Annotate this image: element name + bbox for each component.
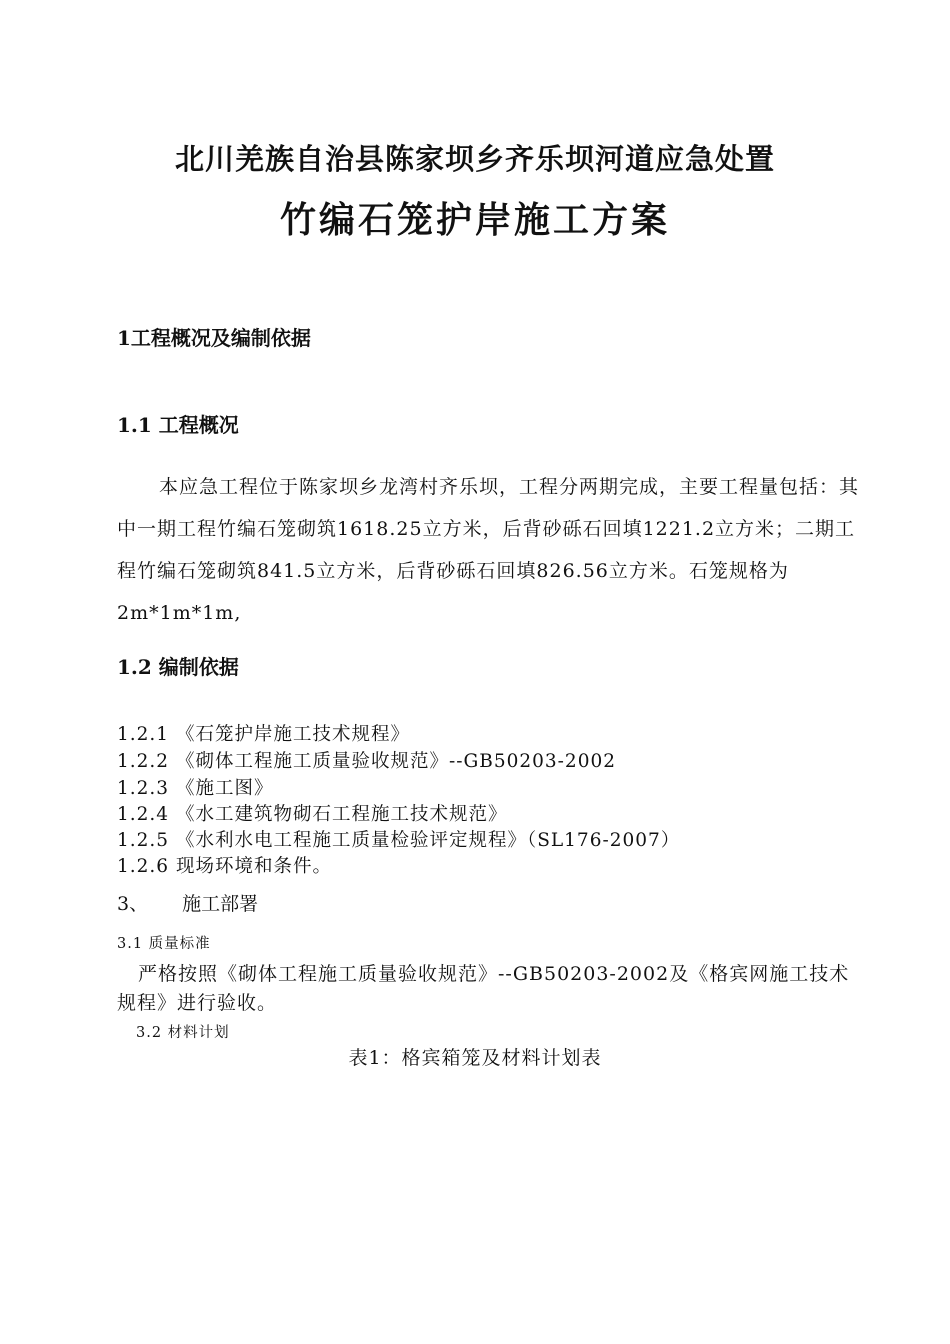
reference-item: 1.2.2 《砌体工程施工质量验收规范》--GB50203-2002 (117, 751, 617, 772)
section-1-2-heading: 1.2 编制依据 (117, 655, 239, 679)
reference-item: 1.2.3 《施工图》 (117, 778, 274, 799)
section-1-1-paragraph: 本应急工程位于陈家坝乡龙湾村齐乐坝，工程分两期完成，主要工程量包括：其中一期工程竹编石笼砌筑1618.25立方米，后背砂砾石回填1221.2立方米；二期工程竹编石笼砌筑841.5立方米，后背砂砾石回填826.56立方米。石笼规格为2m*1m*1m, (117, 476, 860, 624)
section-3-2-heading: 3.2 材料计划 (136, 1025, 230, 1041)
reference-item: 1.2.5 《水利水电工程施工质量检验评定规程》（SL176-2007） (117, 830, 681, 851)
section-3-1-paragraph: 严格按照《砌体工程施工质量验收规范》--GB50203-2002及《格宾网施工技术规程》进行验收。 (117, 963, 850, 1014)
section-1-heading: 1工程概况及编制依据 (117, 326, 311, 350)
document-title-line2: 竹编石笼护岸施工方案 (279, 199, 670, 241)
section-3-1-heading: 3.1 质量标准 (117, 936, 211, 952)
reference-item: 1.2.4 《水工建筑物砌石工程施工技术规范》 (117, 804, 508, 825)
section-3-number: 3、 (117, 893, 149, 915)
section-1-1-heading: 1.1 工程概况 (117, 413, 239, 437)
document-title-line1: 北川羌族自治县陈家坝乡齐乐坝河道应急处置 (174, 142, 775, 176)
reference-item: 1.2.1 《石笼护岸施工技术规程》 (117, 724, 410, 745)
reference-item: 1.2.6 现场环境和条件。 (117, 856, 332, 877)
section-3-heading (117, 889, 258, 916)
section-3-title: 施工部署 (182, 893, 259, 915)
table-caption: 表1：格宾箱笼及材料计划表 (348, 1047, 602, 1069)
